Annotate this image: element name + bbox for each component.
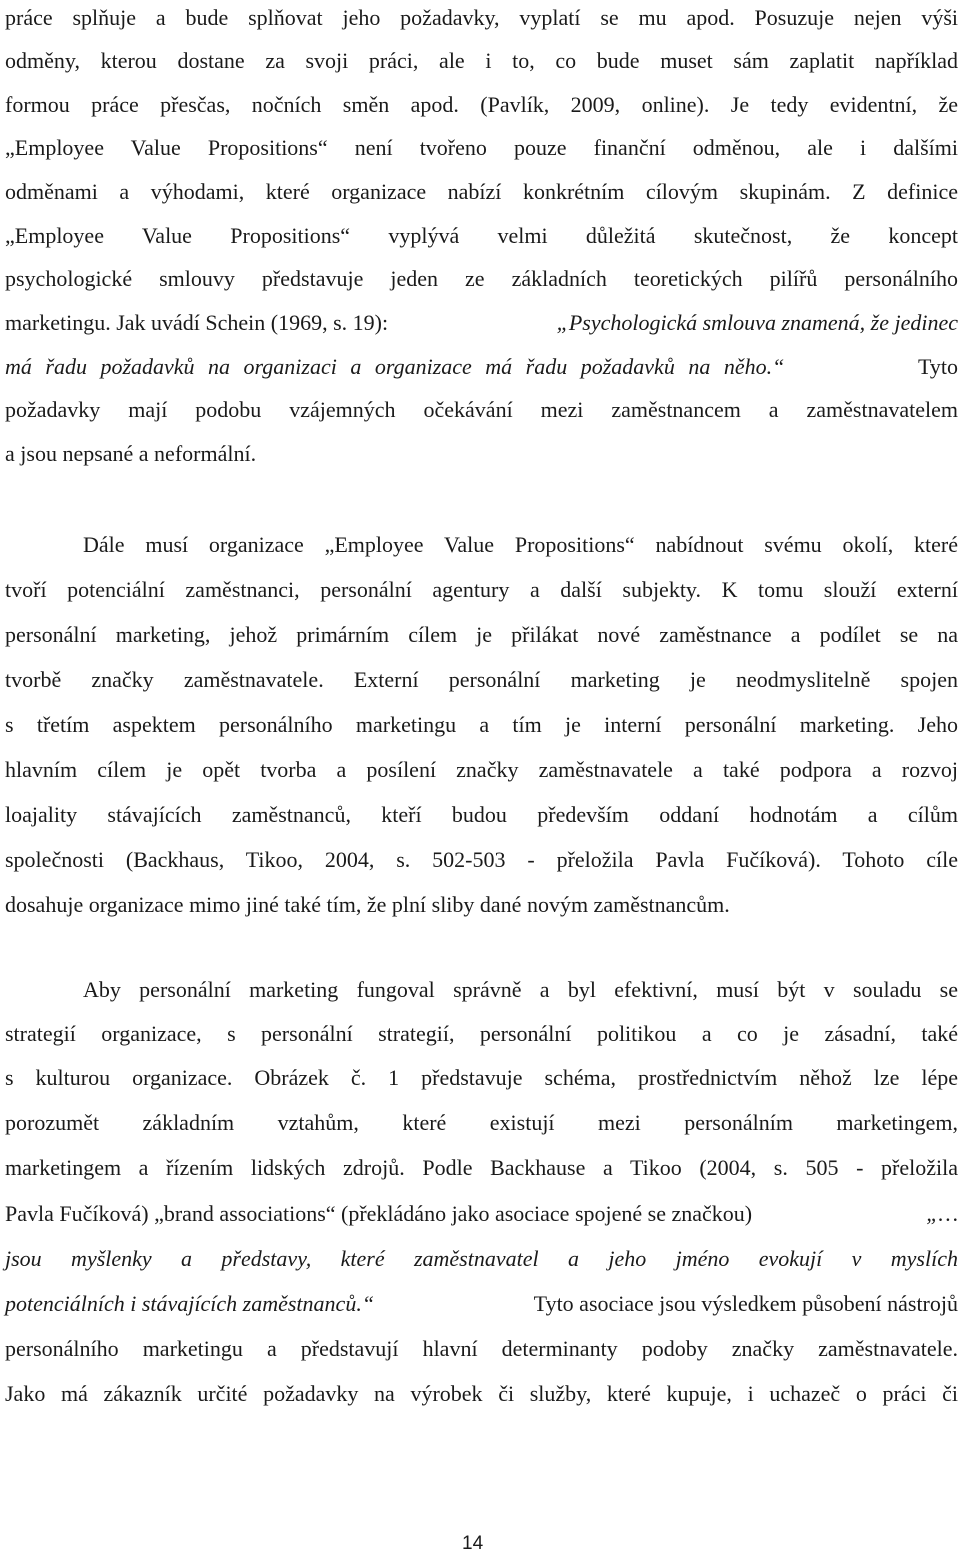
quote-segment: jsou myšlenky a představy, které zaměstnavatel a jeho jméno evokují v myslích <box>5 1246 958 1271</box>
text-line: práce splňuje a bude splňovat jeho požadavky, vyplatí se mu apod. Posuzuje nejen výši <box>5 5 958 30</box>
text-line: Jako má zákazník určité požadavky na výrobek či služby, které kupuje, i uchazeč o práci či <box>5 1381 958 1406</box>
text-line: s kulturou organizace. Obrázek č. 1 představuje schéma, prostřednictvím něhož lze lépe <box>5 1065 958 1090</box>
text-line: Aby personální marketing fungoval správně a byl efektivní, musí být v souladu se <box>83 977 958 1002</box>
text-line: Dále musí organizace „Employee Value Propositions“ nabídnout svému okolí, které <box>83 532 958 557</box>
text-line: s třetím aspektem personálního marketingu a tím je interní personální marketing. Jeho <box>5 712 958 737</box>
text-line: odměny, kterou dostane za svoji práci, ale i to, co bude muset sám zaplatit například <box>5 48 958 73</box>
text-line <box>5 1199 958 1229</box>
text-line <box>5 1244 958 1274</box>
text-segment: Tyto <box>917 354 958 379</box>
text-line: dosahuje organizace mimo jiné také tím, že plní sliby dané novým zaměstnancům. <box>5 892 730 917</box>
text-segment: marketingu. Jak uvádí Schein (1969, s. 19): <box>5 310 389 335</box>
quote-segment: „Psychologická smlouva znamená, že jedinec <box>556 310 958 335</box>
text-line: „Employee Value Propositions“ není tvořeno pouze finanční odměnou, ale i dalšími <box>5 135 958 160</box>
text-segment: Pavla Fučíková) „brand associations“ (překládáno jako asociace spojené se značkou) <box>5 1201 753 1226</box>
text-line: psychologické smlouvy představuje jeden ze základních teoretických pilířů personálního <box>5 266 958 291</box>
text-line: požadavky mají podobu vzájemných očekávání mezi zaměstnancem a zaměstnavatelem <box>5 397 958 422</box>
text-line: porozumět základním vztahům, které existují mezi personálním marketingem, <box>5 1110 958 1135</box>
text-line: tvorbě značky zaměstnavatele. Externí personální marketing je neodmyslitelně spojen <box>5 667 958 692</box>
text-line: a jsou nepsané a neformální. <box>5 441 257 466</box>
text-segment: Tyto asociace jsou výsledkem působení nástrojů <box>533 1291 958 1316</box>
text-line: personální marketing, jehož primárním cílem je přilákat nové zaměstnance a podílet se na <box>5 622 958 647</box>
text-line: hlavním cílem je opět tvorba a posílení značky zaměstnavatele a také podpora a rozvoj <box>5 757 958 782</box>
page-number: 14 <box>462 1533 484 1554</box>
text-line <box>5 1289 958 1319</box>
quote-segment: má řadu požadavků na organizaci a organizace má řadu požadavků na něho.“ <box>5 354 785 379</box>
text-line: strategií organizace, s personální strategií, personální politikou a co je zásadní, také <box>5 1021 958 1046</box>
text-line: odměnami a výhodami, které organizace nabízí konkrétním cílovým skupinám. Z definice <box>5 179 958 204</box>
text-line: marketingem a řízením lidských zdrojů. Podle Backhause a Tikoo (2004, s. 505 - přeložila <box>5 1155 958 1180</box>
text-line: „Employee Value Propositions“ vyplývá velmi důležitá skutečnost, že koncept <box>5 223 958 248</box>
text-line <box>5 352 958 382</box>
text-line: formou práce přesčas, nočních směn apod. (Pavlík, 2009, online). Je tedy evidentní, že <box>5 92 958 117</box>
text-line: tvoří potenciální zaměstnanci, personální agentury a další subjekty. K tomu slouží externí <box>5 577 958 602</box>
text-line: personálního marketingu a představují hlavní determinanty podoby značky zaměstnavatele. <box>5 1336 958 1361</box>
quote-segment: potenciálních i stávajících zaměstnanců.“ <box>5 1291 375 1316</box>
text-line <box>5 308 958 338</box>
quote-segment: „… <box>926 1201 958 1226</box>
text-line: společnosti (Backhaus, Tikoo, 2004, s. 502-503 - přeložila Pavla Fučíková). Tohoto cíle <box>5 847 958 872</box>
text-line: loajality stávajících zaměstnanců, kteří budou především oddaní hodnotám a cílům <box>5 802 958 827</box>
